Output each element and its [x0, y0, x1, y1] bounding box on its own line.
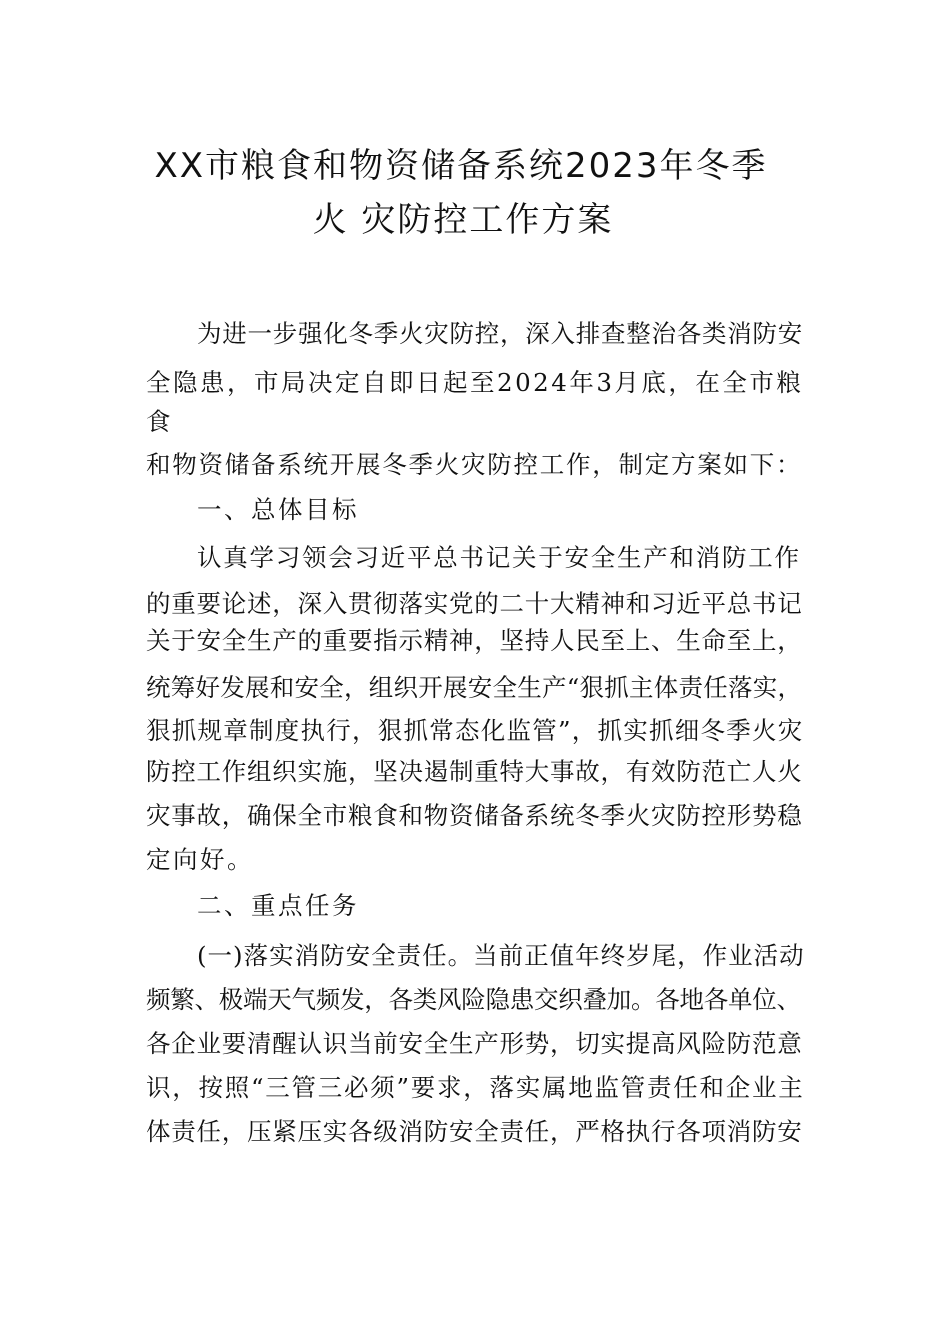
paragraph-line: 体责任，压紧压实各级消防安全责任，严格执行各项消防安 [146, 1117, 803, 1146]
paragraph-line: 各企业要清醒认识当前安全生产形势，切实提高风险防范意 [146, 1029, 803, 1058]
document-title-line-1: XX市粮食和物资储备系统2023年冬季 [154, 146, 768, 186]
paragraph-line: 频繁、极端天气频发，各类风险隐患交织叠加。各地各单位、 [146, 985, 801, 1014]
document-title-line-2: 火 灾防控工作方案 [312, 200, 614, 240]
paragraph-line: 狠抓规章制度执行，狠抓常态化监管”，抓实抓细冬季火灾 [146, 716, 804, 745]
section-heading: 二、重点任务 [197, 891, 359, 920]
paragraph-line: 识，按照“三管三必须”要求，落实属地监管责任和企业主 [146, 1073, 805, 1102]
paragraph-line: 灾事故，确保全市粮食和物资储备系统冬季火灾防控形势稳 [146, 801, 803, 830]
section-heading: 一、总体目标 [197, 495, 359, 524]
paragraph-line: 的重要论述，深入贯彻落实党的二十大精神和习近平总书记 [146, 589, 803, 618]
paragraph-line: 为进一步强化冬季火灾防控，深入排查整治各类消防安 [197, 319, 803, 348]
paragraph-line: 食 [146, 407, 173, 436]
paragraph-line: (一)落实消防安全责任。当前正值年终岁尾，作业活动 [197, 941, 805, 970]
paragraph-line: 关于安全生产的重要指示精神，坚持人民至上、生命至上， [146, 626, 803, 655]
paragraph-line: 和物资储备系统开展冬季火灾防控工作，制定方案如下： [146, 450, 803, 479]
paragraph-line: 防控工作组织实施，坚决遏制重特大事故，有效防范亡人火 [146, 757, 803, 786]
paragraph-line: 认真学习领会习近平总书记关于安全生产和消防工作 [197, 543, 801, 572]
paragraph-line: 定向好。 [146, 845, 254, 874]
paragraph-line: 全隐患，市局决定自即日起至2024年3月底，在全市粮 [146, 368, 804, 397]
paragraph-line: 统筹好发展和安全，组织开展安全生产“狠抓主体责任落实， [146, 673, 803, 702]
